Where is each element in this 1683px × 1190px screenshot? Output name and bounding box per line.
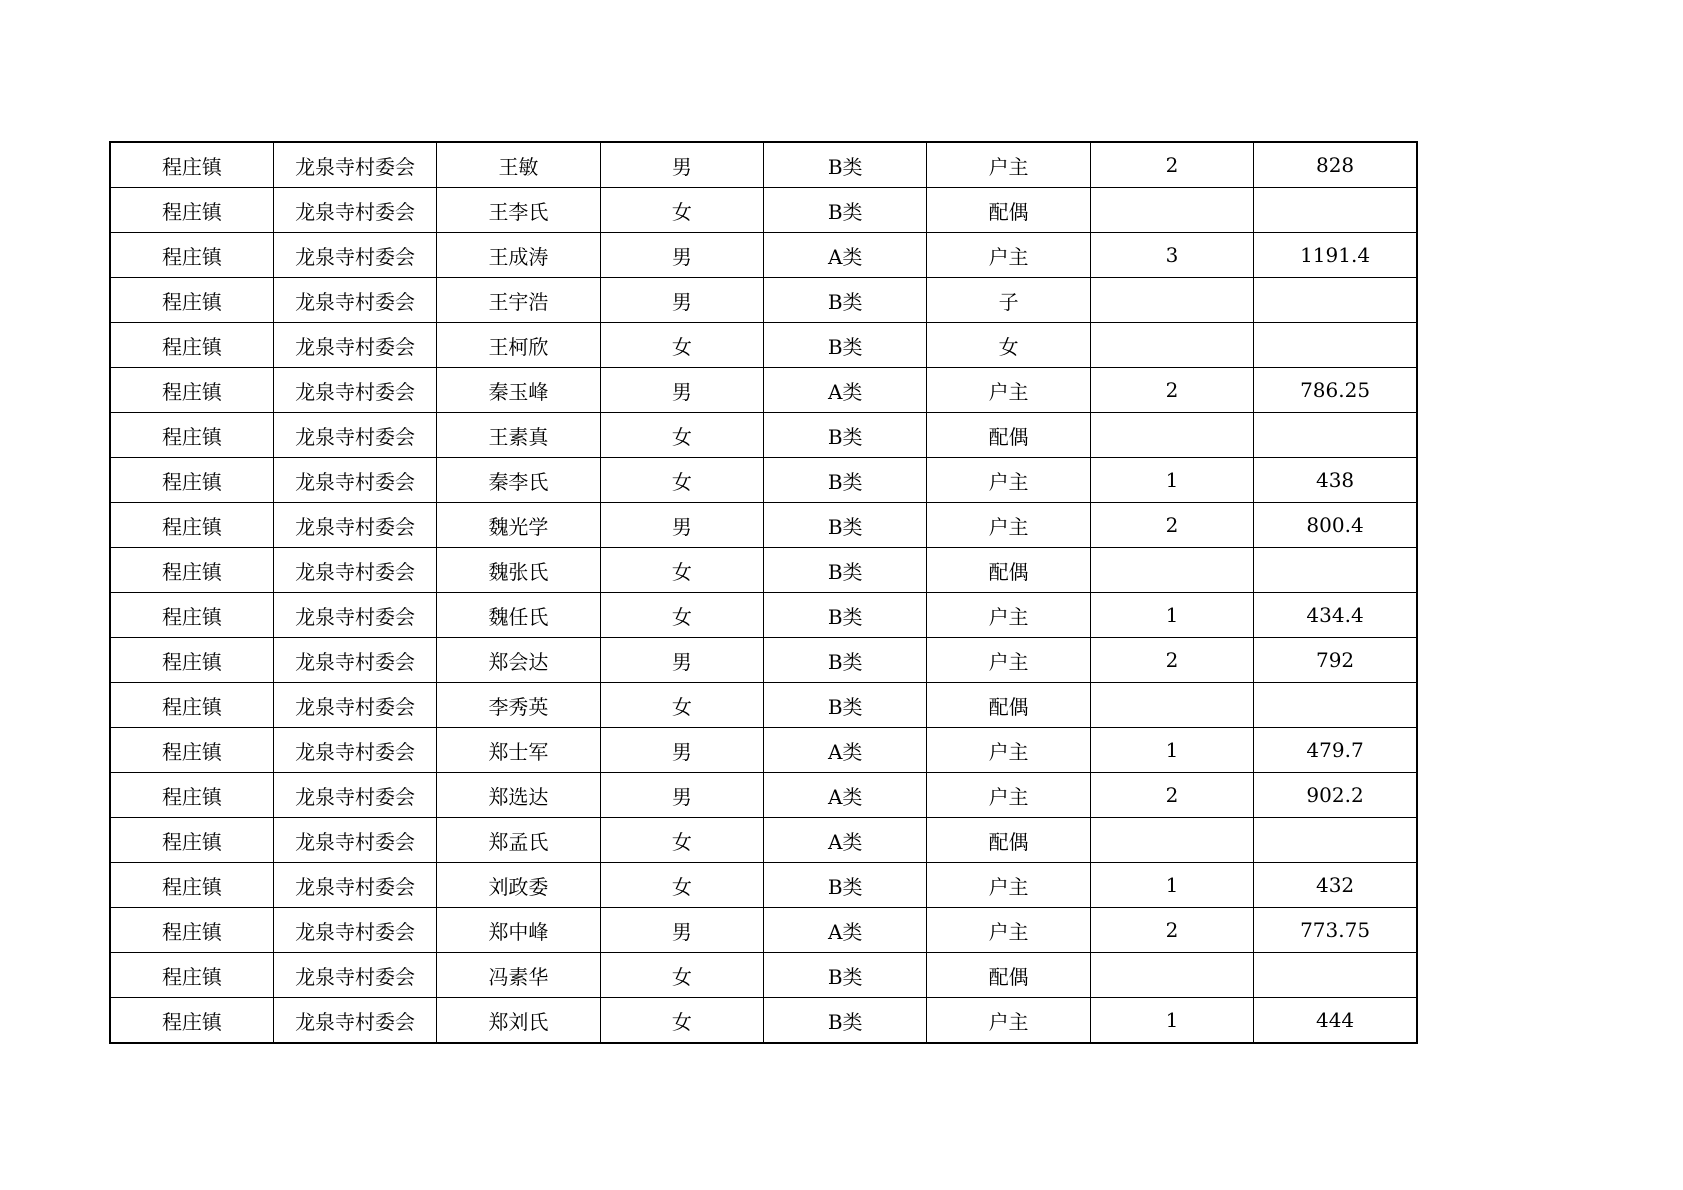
amount-cell [1254, 323, 1417, 368]
table-row [110, 278, 1417, 323]
amount-cell [1254, 413, 1417, 458]
village-committee-cell: 龙泉寺村委会 [273, 368, 436, 413]
category-cell: B类 [764, 998, 927, 1044]
name-cell: 秦李氏 [437, 458, 600, 503]
village-committee-cell: 龙泉寺村委会 [273, 548, 436, 593]
amount-cell [1254, 818, 1417, 863]
name-cell: 王成涛 [437, 233, 600, 278]
name-cell: 魏张氏 [437, 548, 600, 593]
amount-cell: 1191.4 [1254, 233, 1417, 278]
amount-cell: 800.4 [1254, 503, 1417, 548]
village-committee-cell: 龙泉寺村委会 [273, 863, 436, 908]
gender-cell: 女 [600, 683, 763, 728]
amount-cell: 432 [1254, 863, 1417, 908]
town-cell: 程庄镇 [110, 953, 273, 998]
town-cell: 程庄镇 [110, 368, 273, 413]
village-committee-cell: 龙泉寺村委会 [273, 593, 436, 638]
table-row [110, 593, 1417, 638]
table-row [110, 908, 1417, 953]
village-committee-cell: 龙泉寺村委会 [273, 953, 436, 998]
name-cell: 郑孟氏 [437, 818, 600, 863]
category-cell: B类 [764, 458, 927, 503]
gender-cell: 女 [600, 998, 763, 1044]
table-row [110, 188, 1417, 233]
category-cell: B类 [764, 548, 927, 593]
relation-cell: 女 [927, 323, 1090, 368]
name-cell: 王李氏 [437, 188, 600, 233]
gender-cell: 女 [600, 818, 763, 863]
village-committee-cell: 龙泉寺村委会 [273, 323, 436, 368]
village-committee-cell: 龙泉寺村委会 [273, 458, 436, 503]
town-cell: 程庄镇 [110, 548, 273, 593]
household-size-cell [1090, 278, 1253, 323]
town-cell: 程庄镇 [110, 233, 273, 278]
village-committee-cell: 龙泉寺村委会 [273, 278, 436, 323]
relation-cell: 户主 [927, 593, 1090, 638]
gender-cell: 女 [600, 323, 763, 368]
village-committee-cell: 龙泉寺村委会 [273, 638, 436, 683]
gender-cell: 女 [600, 413, 763, 458]
relation-cell: 户主 [927, 233, 1090, 278]
relation-cell: 户主 [927, 142, 1090, 188]
category-cell: B类 [764, 188, 927, 233]
table-row [110, 863, 1417, 908]
gender-cell: 女 [600, 863, 763, 908]
gender-cell: 男 [600, 728, 763, 773]
gender-cell: 男 [600, 278, 763, 323]
town-cell: 程庄镇 [110, 278, 273, 323]
name-cell: 王宇浩 [437, 278, 600, 323]
amount-cell [1254, 548, 1417, 593]
household-size-cell: 3 [1090, 233, 1253, 278]
table-row [110, 503, 1417, 548]
household-size-cell: 2 [1090, 142, 1253, 188]
table-row [110, 773, 1417, 818]
category-cell: A类 [764, 728, 927, 773]
town-cell: 程庄镇 [110, 773, 273, 818]
village-committee-cell: 龙泉寺村委会 [273, 413, 436, 458]
gender-cell: 男 [600, 503, 763, 548]
relation-cell: 户主 [927, 998, 1090, 1044]
village-committee-cell: 龙泉寺村委会 [273, 908, 436, 953]
relation-cell: 配偶 [927, 818, 1090, 863]
category-cell: B类 [764, 278, 927, 323]
table-row [110, 728, 1417, 773]
household-size-cell: 2 [1090, 908, 1253, 953]
table-row [110, 953, 1417, 998]
amount-cell: 786.25 [1254, 368, 1417, 413]
relation-cell: 配偶 [927, 548, 1090, 593]
household-size-cell: 2 [1090, 773, 1253, 818]
relation-cell: 配偶 [927, 683, 1090, 728]
gender-cell: 男 [600, 773, 763, 818]
household-size-cell [1090, 413, 1253, 458]
table-row [110, 458, 1417, 503]
household-size-cell: 1 [1090, 728, 1253, 773]
amount-cell [1254, 188, 1417, 233]
amount-cell: 792 [1254, 638, 1417, 683]
town-cell: 程庄镇 [110, 908, 273, 953]
village-committee-cell: 龙泉寺村委会 [273, 773, 436, 818]
name-cell: 郑选达 [437, 773, 600, 818]
amount-cell: 479.7 [1254, 728, 1417, 773]
village-committee-cell: 龙泉寺村委会 [273, 683, 436, 728]
name-cell: 冯素华 [437, 953, 600, 998]
category-cell: B类 [764, 323, 927, 368]
table-body [110, 142, 1417, 1043]
amount-cell: 438 [1254, 458, 1417, 503]
household-size-cell [1090, 188, 1253, 233]
gender-cell: 女 [600, 188, 763, 233]
amount-cell: 902.2 [1254, 773, 1417, 818]
household-size-cell: 1 [1090, 998, 1253, 1044]
table-row [110, 683, 1417, 728]
table-row [110, 818, 1417, 863]
household-size-cell [1090, 683, 1253, 728]
village-committee-cell: 龙泉寺村委会 [273, 503, 436, 548]
village-committee-cell: 龙泉寺村委会 [273, 818, 436, 863]
town-cell: 程庄镇 [110, 593, 273, 638]
town-cell: 程庄镇 [110, 863, 273, 908]
town-cell: 程庄镇 [110, 728, 273, 773]
amount-cell: 444 [1254, 998, 1417, 1044]
relation-cell: 户主 [927, 773, 1090, 818]
category-cell: A类 [764, 818, 927, 863]
town-cell: 程庄镇 [110, 683, 273, 728]
town-cell: 程庄镇 [110, 818, 273, 863]
town-cell: 程庄镇 [110, 998, 273, 1044]
household-size-cell: 1 [1090, 458, 1253, 503]
gender-cell: 男 [600, 908, 763, 953]
category-cell: A类 [764, 233, 927, 278]
category-cell: B类 [764, 593, 927, 638]
household-size-cell [1090, 548, 1253, 593]
name-cell: 郑士军 [437, 728, 600, 773]
relation-cell: 配偶 [927, 188, 1090, 233]
village-committee-cell: 龙泉寺村委会 [273, 142, 436, 188]
gender-cell: 男 [600, 233, 763, 278]
category-cell: A类 [764, 773, 927, 818]
household-size-cell [1090, 818, 1253, 863]
category-cell: B类 [764, 413, 927, 458]
town-cell: 程庄镇 [110, 142, 273, 188]
data-table [109, 141, 1418, 1044]
relation-cell: 户主 [927, 368, 1090, 413]
relation-cell: 户主 [927, 728, 1090, 773]
relation-cell: 户主 [927, 863, 1090, 908]
amount-cell: 434.4 [1254, 593, 1417, 638]
gender-cell: 男 [600, 142, 763, 188]
amount-cell: 828 [1254, 142, 1417, 188]
category-cell: A类 [764, 368, 927, 413]
relation-cell: 子 [927, 278, 1090, 323]
table-row [110, 323, 1417, 368]
category-cell: B类 [764, 503, 927, 548]
name-cell: 刘政委 [437, 863, 600, 908]
name-cell: 王素真 [437, 413, 600, 458]
household-size-cell: 2 [1090, 503, 1253, 548]
town-cell: 程庄镇 [110, 458, 273, 503]
household-size-cell [1090, 953, 1253, 998]
gender-cell: 女 [600, 953, 763, 998]
category-cell: B类 [764, 953, 927, 998]
town-cell: 程庄镇 [110, 638, 273, 683]
table-row [110, 233, 1417, 278]
amount-cell [1254, 278, 1417, 323]
category-cell: B类 [764, 863, 927, 908]
category-cell: A类 [764, 908, 927, 953]
village-committee-cell: 龙泉寺村委会 [273, 728, 436, 773]
relation-cell: 户主 [927, 638, 1090, 683]
gender-cell: 男 [600, 638, 763, 683]
name-cell: 王敏 [437, 142, 600, 188]
relation-cell: 户主 [927, 458, 1090, 503]
table-row [110, 142, 1417, 188]
household-size-cell: 1 [1090, 593, 1253, 638]
relation-cell: 配偶 [927, 413, 1090, 458]
relation-cell: 户主 [927, 503, 1090, 548]
category-cell: B类 [764, 142, 927, 188]
town-cell: 程庄镇 [110, 323, 273, 368]
amount-cell [1254, 683, 1417, 728]
table-row [110, 548, 1417, 593]
relation-cell: 配偶 [927, 953, 1090, 998]
household-size-cell: 2 [1090, 368, 1253, 413]
village-committee-cell: 龙泉寺村委会 [273, 998, 436, 1044]
household-size-cell [1090, 323, 1253, 368]
table-row [110, 413, 1417, 458]
name-cell: 郑刘氏 [437, 998, 600, 1044]
town-cell: 程庄镇 [110, 188, 273, 233]
table-row [110, 998, 1417, 1044]
village-committee-cell: 龙泉寺村委会 [273, 233, 436, 278]
name-cell: 魏光学 [437, 503, 600, 548]
town-cell: 程庄镇 [110, 503, 273, 548]
gender-cell: 女 [600, 548, 763, 593]
town-cell: 程庄镇 [110, 413, 273, 458]
name-cell: 王柯欣 [437, 323, 600, 368]
name-cell: 李秀英 [437, 683, 600, 728]
table-row [110, 368, 1417, 413]
gender-cell: 男 [600, 368, 763, 413]
household-size-cell: 2 [1090, 638, 1253, 683]
name-cell: 魏任氏 [437, 593, 600, 638]
name-cell: 郑会达 [437, 638, 600, 683]
amount-cell [1254, 953, 1417, 998]
category-cell: B类 [764, 638, 927, 683]
gender-cell: 女 [600, 458, 763, 503]
table-row [110, 638, 1417, 683]
amount-cell: 773.75 [1254, 908, 1417, 953]
household-size-cell: 1 [1090, 863, 1253, 908]
category-cell: B类 [764, 683, 927, 728]
gender-cell: 女 [600, 593, 763, 638]
name-cell: 秦玉峰 [437, 368, 600, 413]
relation-cell: 户主 [927, 908, 1090, 953]
village-committee-cell: 龙泉寺村委会 [273, 188, 436, 233]
name-cell: 郑中峰 [437, 908, 600, 953]
